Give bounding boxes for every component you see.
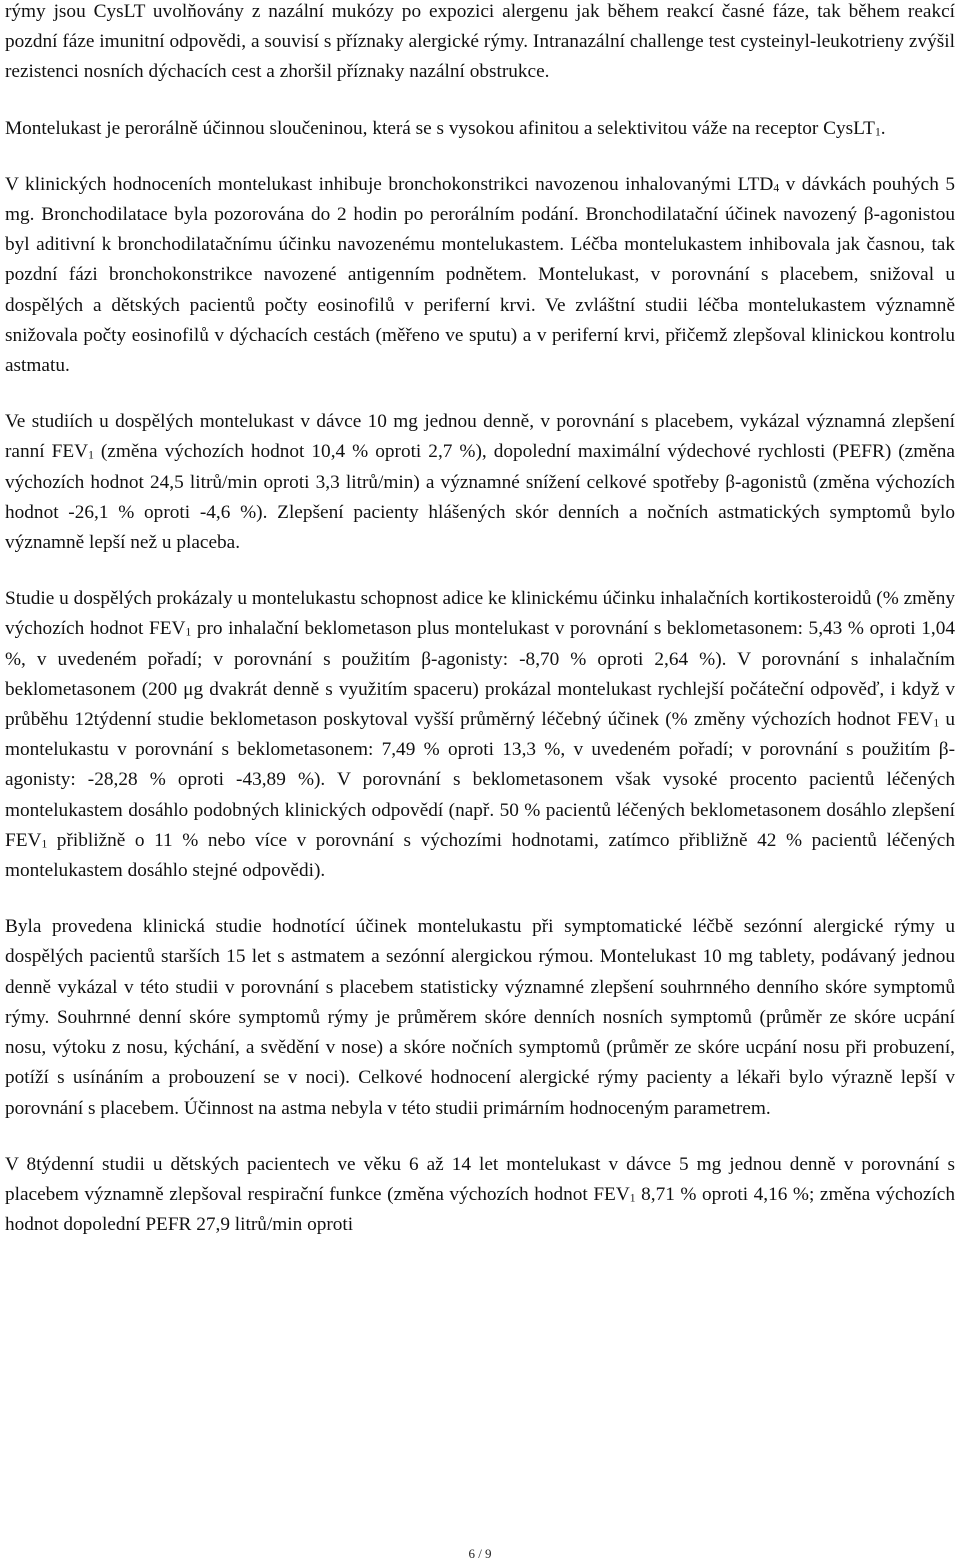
subscript: 1 xyxy=(41,837,48,851)
paragraph-text: v dávkách pouhých 5 mg. Bronchodilatace byla pozorována do 2 hodin po perorálním podání. Bronchodilatační účinek navozený β-agonistou byl aditivní k bronchodilatačnímu účinku navozenému montelukastem. Léčba montelukastem inhibovala jak časnou, tak pozdní fázi bronchokonstrikce navozené antigenním podnětem. Montelukast, v porovnání s placebem, snižoval u dospělých a dětských pacientů počty eosinofilů v periferní krvi. Ve zvláštní studii léčba montelukastem významně snižovala počty eosinofilů v dýchacích cestách (měřeno ve sputu) a v periferní krvi, přičemž zlepšoval klinickou kontrolu astmatu. xyxy=(5,173,955,377)
paragraph-text: (změna výchozích hodnot 10,4 % oproti 2,7 %), dopolední maximální výdechové rychlosti (PEFR) (změna výchozích hodnot 24,5 litrů/min oproti 3,3 litrů/min) a významné snížení celkové spotřeby β-agonistů (změna výchozích hodnot -26,1 % oproti -4,6 %). Zlepšení pacienty hlášených skór denních a nočních astmatických symptomů bylo významně lepší než u placeba. xyxy=(5,441,955,554)
paragraph-text: V 8týdenní studii u dětských pacientech ve věku 6 až 14 let montelukast v dávce 5 mg jednou denně v porovnání s placebem významně zlepšoval respirační funkce (změna výchozích hodnot FEV xyxy=(5,1153,955,1205)
paragraph-text: Studie u dospělých prokázaly u montelukastu schopnost adice ke klinickému účinku inhalačních kortikosteroidů (% změny výchozích hodnot FEV xyxy=(5,588,955,640)
subscript: 1 xyxy=(874,125,881,139)
subscript: 1 xyxy=(185,626,192,640)
paragraph xyxy=(5,170,955,381)
paragraph-text: 8,71 % oproti 4,16 %; změna výchozích hodnot dopolední PEFR 27,9 litrů/min oproti xyxy=(5,1183,955,1236)
paragraph-text: přibližně o 11 % nebo více v porovnání s výchozími hodnotami, zatímco přibližně 42 % pacientů léčených montelukastem dosáhlo stejné odpovědi). xyxy=(5,829,955,882)
paragraph xyxy=(5,114,955,144)
paragraph xyxy=(5,1150,955,1241)
paragraph xyxy=(5,0,955,88)
paragraph xyxy=(5,407,955,558)
paragraph-text: Byla provedena klinická studie hodnotící účinek montelukastu při symptomatické léčbě sezónní alergické rýmy u dospělých pacientů starších 15 let s astmatem a sezónní alergickou rýmou. Montelukast 10 mg tablety, podávaný jednou denně vykázal v této studii v porovnání s placebem statisticky významné zlepšení souhrnného denního skóre symptomů rýmy. Souhrnné denní skóre symptomů rýmy je průměrem skóre denních nosních symptomů (průměr ze skóre ucpání nosu, výtoku z nosu, kýchání, a svědění v nose) a skóre nočních symptomů (průměr ze skóre ucpání nosu při probuzení, potíží s usínáním a probouzení se v noci). Celkové hodnocení alergické rýmy pacienty a lékaři bylo výrazně lepší v porovnání s placebem. Účinnost na astma nebyla v této studii primárním hodnoceným parametrem. xyxy=(5,916,955,1119)
paragraph-text: pro inhalační beklometason plus montelukast v porovnání s beklometasonem: 5,43 % oproti 1,04 %, v uvedeném pořadí; v porovnání s použitím β-agonisty: -8,70 % oproti 2,64 %). V porovnání s inhalačním beklometasonem (200 μg dvakrát denně s využitím spaceru) prokázal montelukast rychlejší počáteční odpověď, i když v průběhu 12týdenní studie beklometason poskytoval vyšší průměrný léčebný účinek (% změny výchozích hodnot FEV xyxy=(5,618,955,731)
page-number: 6 / 9 xyxy=(468,1546,492,1561)
paragraph-text: rýmy jsou CysLT uvolňovány z nazální mukózy po expozici alergenu jak během reakcí časné fáze, tak během reakcí pozdní fáze imunitní odpovědi, a souvisí s příznaky alergické rýmy. Intranazální challenge test cysteinyl-leukotrieny zvýšil rezistenci nosních dýchacích cest a zhoršil příznaky nazální obstrukce. xyxy=(5,1,955,83)
subscript: 1 xyxy=(629,1191,636,1205)
paragraph xyxy=(5,584,955,886)
paragraph-text: u montelukastu v porovnání s beklometasonem: 7,49 % oproti 13,3 %, v uvedeném pořadí; v porovnání s použitím β-agonisty: -28,28 % oproti -43,89 %). V porovnání s beklometasonem však vysoké procento pacientů léčených montelukastem dosáhlo podobných klinických odpovědí (např. 50 % pacientů léčených beklometasonem dosáhlo zlepšení FEV xyxy=(5,709,955,851)
subscript: 1 xyxy=(88,449,94,463)
paragraph xyxy=(5,912,955,1123)
subscript: 4 xyxy=(773,181,780,195)
paragraph-text: V klinických hodnoceních montelukast inhibuje bronchokonstrikci navozenou inhalovanými LTD xyxy=(5,173,774,195)
paragraph-text: Montelukast je perorálně účinnou sloučeninou, která se s vysokou afinitou a selektivitou váže na receptor CysLT xyxy=(5,117,875,139)
paragraph-text: . xyxy=(880,117,886,139)
paragraph-text: Ve studiích u dospělých montelukast v dávce 10 mg jednou denně, v porovnání s placebem, vykázal významná zlepšení ranní FEV xyxy=(5,411,955,463)
subscript: 1 xyxy=(933,716,940,730)
document-page xyxy=(5,0,955,1266)
